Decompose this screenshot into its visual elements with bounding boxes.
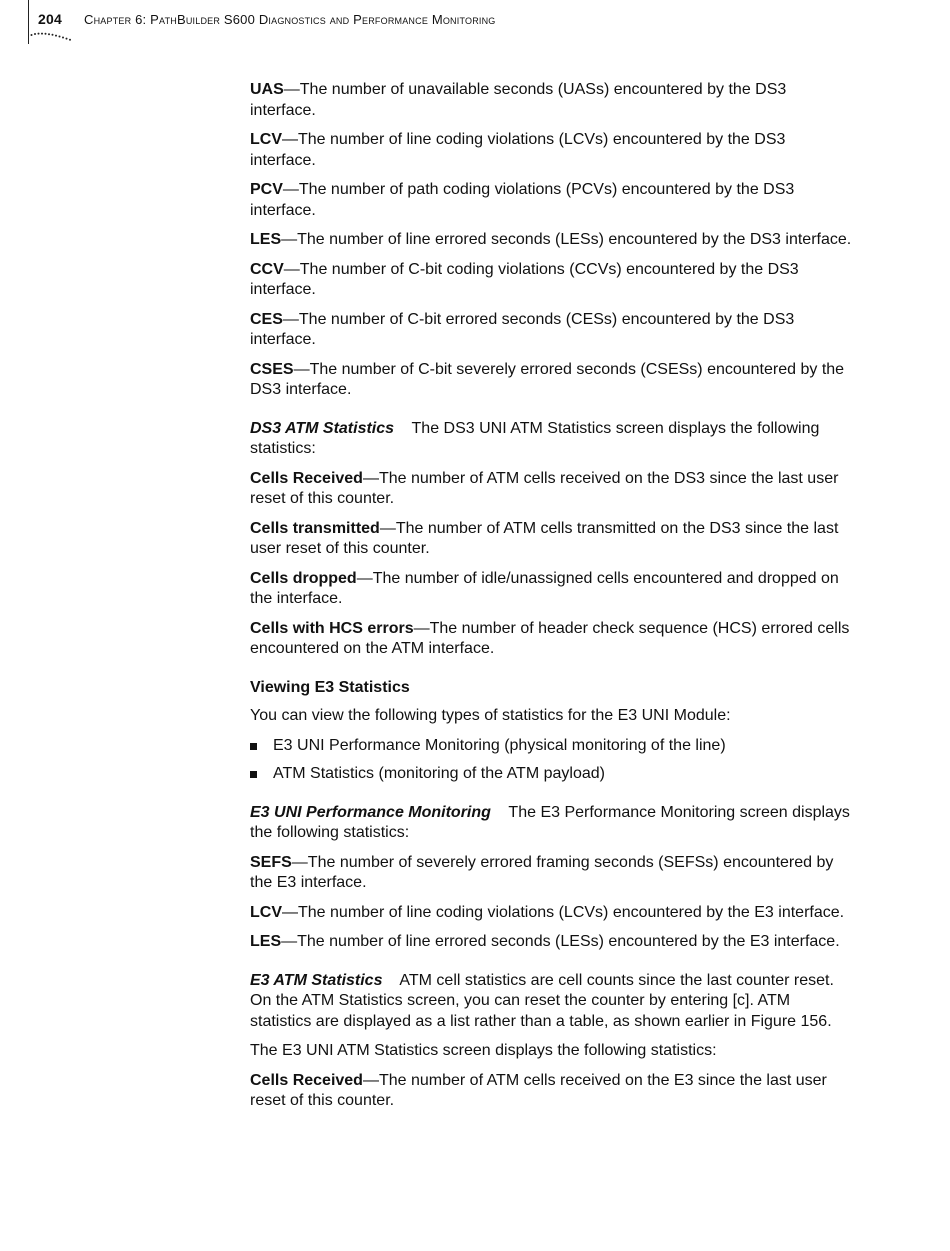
- dotted-arc-ornament: [30, 32, 74, 42]
- definition-term: LES: [250, 933, 282, 950]
- definition-text: —The number of idle/unassigned cells encountered and dropped on the interface.: [250, 569, 839, 607]
- e3-pm-intro: [250, 803, 854, 844]
- definition-item: [250, 1071, 854, 1112]
- list-item-text: E3 UNI Performance Monitoring (physical monitoring of the line): [273, 736, 726, 754]
- definition-term: Cells transmitted: [250, 519, 380, 537]
- list-item: [250, 764, 854, 785]
- definition-item: [250, 619, 854, 660]
- page-number: 204: [38, 11, 62, 27]
- definition-text: —The number of C-bit errored seconds (CESs) encountered by the DS3 interface.: [250, 310, 795, 348]
- definition-item: [250, 360, 854, 401]
- definition-text: —The number of header check sequence (HCS) errored cells encountered on the ATM interface.: [250, 619, 850, 657]
- definition-text: —The number of ATM cells received on the DS3 since the last user reset of this counter.: [250, 469, 839, 507]
- page-body: [250, 80, 854, 1121]
- square-bullet-icon: [250, 771, 257, 778]
- definition-term: Cells Received: [250, 469, 363, 487]
- e3-atm-intro-text: ATM cell statistics are cell counts since the last counter reset. On the ATM Statistics screen, you can reset the counter by entering [c]. ATM statistics are displayed as a list rather than a table, as shown earlier in Figure 156.: [250, 971, 834, 1030]
- e3-pm-intro-text: The E3 Performance Monitoring screen displays the following statistics:: [250, 803, 850, 841]
- square-bullet-icon: [250, 743, 257, 750]
- definition-text: —The number of path coding violations (PCVs) encountered by the DS3 interface.: [250, 181, 795, 219]
- definition-term: Cells with HCS errors: [250, 619, 414, 637]
- definition-text: —The number of severely errored framing seconds (SEFSs) encountered by the E3 interface.: [250, 853, 834, 891]
- e3-atm-intro: [250, 971, 854, 1033]
- definition-item: [250, 310, 854, 351]
- definition-text: —The number of line coding violations (LCVs) encountered by the E3 interface.: [282, 903, 845, 921]
- definition-item: [250, 903, 854, 924]
- definition-text: —The number of unavailable seconds (UASs) encountered by the DS3 interface.: [250, 81, 787, 119]
- list-item-text: ATM Statistics (monitoring of the ATM payload): [273, 765, 605, 782]
- definition-term: LCV: [250, 903, 282, 921]
- definition-text: —The number of C-bit coding violations (CCVs) encountered by the DS3 interface.: [250, 260, 799, 298]
- definition-item: [250, 569, 854, 610]
- definition-term: PCV: [250, 181, 283, 198]
- definition-term: CCV: [250, 260, 284, 278]
- e3-atm-para: The E3 UNI ATM Statistics screen displays the following statistics:: [250, 1042, 717, 1059]
- definition-item: [250, 180, 854, 221]
- definition-term: Cells Received: [250, 1071, 363, 1089]
- e3-stat-types-list: [250, 736, 854, 785]
- e3-atm-heading: E3 ATM Statistics: [250, 971, 383, 989]
- section-heading: Viewing E3 Statistics: [250, 678, 410, 696]
- list-item: [250, 736, 854, 757]
- definition-item: [250, 932, 854, 953]
- ds3-atm-intro: [250, 419, 854, 460]
- page-header: [0, 0, 950, 48]
- definition-item: [250, 853, 854, 894]
- definition-term: UAS: [250, 81, 284, 98]
- ds3-atm-heading: DS3 ATM Statistics: [250, 419, 395, 437]
- definition-item: [250, 80, 854, 121]
- e3-pm-heading: E3 UNI Performance Monitoring: [250, 803, 491, 821]
- running-title: Chapter 6: PathBuilder S600 Diagnostics and Performance Monitoring: [84, 12, 496, 27]
- definition-term: LES: [250, 231, 282, 248]
- e3-section-intro: You can view the following types of statistics for the E3 UNI Module:: [250, 707, 731, 724]
- definition-text: —The number of C-bit severely errored seconds (CSESs) encountered by the DS3 interface.: [250, 360, 845, 398]
- definition-item: [250, 469, 854, 510]
- definition-text: —The number of ATM cells transmitted on the DS3 since the last user reset of this counter.: [250, 519, 839, 557]
- definition-term: LCV: [250, 131, 282, 148]
- definition-term: CES: [250, 310, 283, 328]
- definition-text: —The number of line errored seconds (LESs) encountered by the E3 interface.: [281, 933, 840, 950]
- definition-text: —The number of ATM cells received on the E3 since the last user reset of this counter.: [250, 1071, 827, 1109]
- definition-text: —The number of line errored seconds (LESs) encountered by the DS3 interface.: [281, 231, 852, 248]
- definition-term: CSES: [250, 360, 294, 378]
- definition-item: [250, 519, 854, 560]
- definition-item: [250, 130, 854, 171]
- ds3-atm-intro-text: The DS3 UNI ATM Statistics screen displays the following statistics:: [250, 419, 820, 457]
- definition-item: [250, 260, 854, 301]
- definition-item: [250, 230, 854, 251]
- definition-text: —The number of line coding violations (LCVs) encountered by the DS3 interface.: [250, 131, 786, 169]
- definition-term: Cells dropped: [250, 569, 357, 587]
- definition-term: SEFS: [250, 853, 292, 871]
